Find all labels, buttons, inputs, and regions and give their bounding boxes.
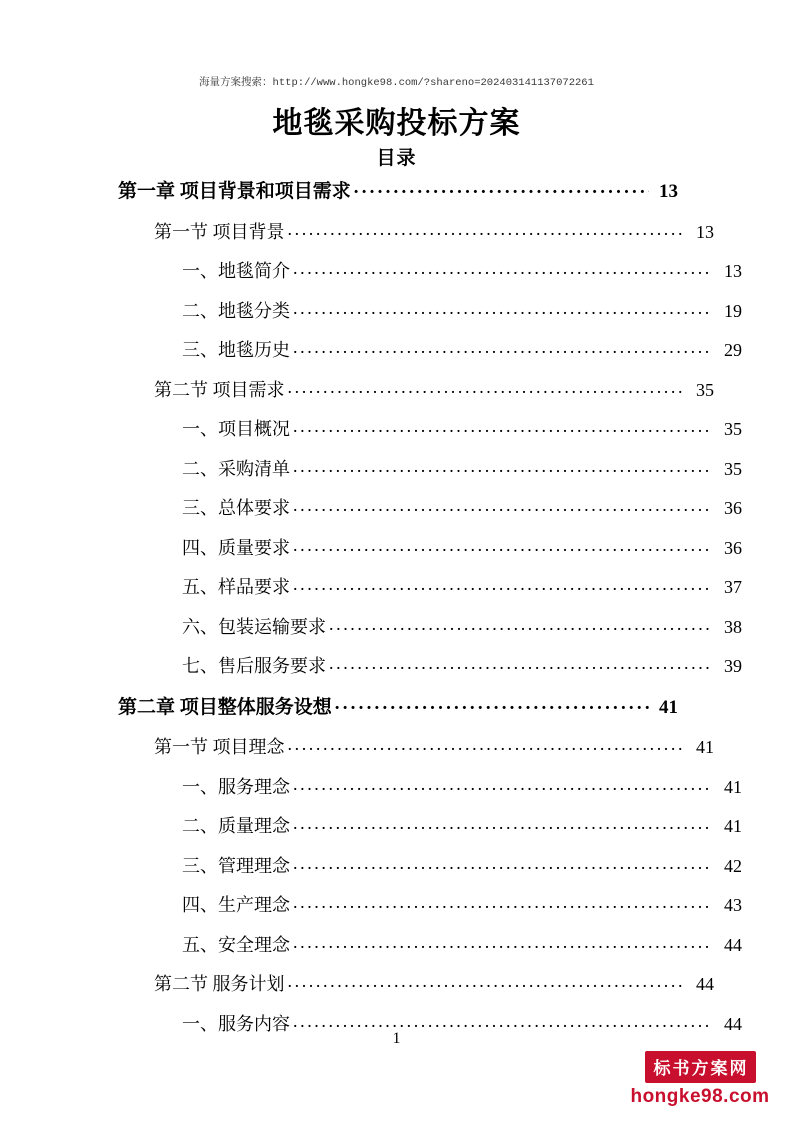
toc-entry-page: 41 — [724, 816, 742, 836]
toc-leader-dots — [288, 972, 686, 990]
table-of-contents — [118, 178, 742, 1051]
toc-leader-dots — [293, 417, 713, 435]
watermark-badge: 标书方案网 — [645, 1051, 756, 1083]
toc-entry-page: 44 — [724, 1013, 742, 1034]
toc-entry-page: 19 — [724, 300, 742, 321]
toc-entry-page: 43 — [724, 895, 742, 915]
toc-entry[interactable] — [118, 220, 714, 241]
toc-entry[interactable] — [118, 378, 714, 399]
toc-entry-label: 第二节 项目需求 — [154, 379, 285, 400]
toc-heading: 目录 — [376, 147, 417, 169]
toc-entry-page: 13 — [659, 181, 678, 202]
toc-entry-label: 二、采购清单 — [182, 458, 290, 479]
toc-entry-label: 一、服务内容 — [182, 1013, 290, 1034]
toc-entry[interactable] — [118, 457, 742, 478]
toc-leader-dots — [293, 933, 713, 951]
toc-entry[interactable] — [118, 417, 742, 438]
toc-entry-page: 35 — [724, 458, 742, 479]
toc-entry-label: 第一节 项目理念 — [154, 737, 285, 757]
toc-entry-page: 41 — [696, 737, 714, 757]
toc-entry[interactable] — [118, 854, 742, 875]
toc-entry-page: 36 — [724, 537, 742, 558]
source-note: 海量方案搜索：http://www.hongke98.com/?shareno=202403141137072261 — [199, 77, 594, 89]
toc-entry-page: 41 — [659, 696, 678, 718]
toc-leader-dots — [293, 457, 713, 475]
toc-leader-dots — [288, 378, 686, 396]
toc-entry-page: 36 — [724, 498, 742, 518]
toc-leader-dots — [293, 299, 713, 317]
toc-entry[interactable] — [118, 775, 742, 796]
toc-leader-dots — [293, 338, 713, 356]
toc-leader-dots — [288, 220, 686, 238]
toc-entry-page: 41 — [724, 776, 742, 797]
toc-leader-dots — [293, 496, 713, 514]
toc-entry-label: 四、生产理念 — [182, 895, 290, 915]
toc-entry[interactable] — [118, 933, 742, 954]
toc-entry-page: 13 — [696, 221, 714, 242]
toc-entry-page: 42 — [724, 855, 742, 876]
toc-entry-page: 44 — [724, 934, 742, 955]
toc-entry[interactable] — [118, 735, 714, 756]
toc-entry-label: 六、包装运输要求 — [182, 616, 326, 637]
toc-entry[interactable] — [118, 615, 742, 636]
toc-entry[interactable] — [118, 972, 714, 993]
toc-entry-page: 13 — [724, 261, 742, 281]
toc-entry-page: 38 — [724, 616, 742, 637]
toc-entry-label: 一、服务理念 — [182, 776, 290, 797]
toc-entry-label: 三、地毯历史 — [182, 340, 290, 360]
toc-entry-page: 35 — [724, 419, 742, 439]
toc-entry-label: 第二节 服务计划 — [154, 974, 285, 994]
toc-leader-dots — [293, 893, 713, 911]
toc-entry-label: 第一节 项目背景 — [154, 221, 285, 242]
toc-entry[interactable] — [118, 893, 742, 914]
toc-leader-dots — [293, 536, 713, 554]
toc-leader-dots — [293, 575, 713, 593]
toc-entry-page: 39 — [724, 656, 742, 676]
toc-entry-page: 35 — [696, 379, 714, 400]
page-title: 地毯采购投标方案 — [272, 106, 521, 141]
toc-entry[interactable] — [118, 536, 742, 557]
toc-entry-label: 五、样品要求 — [182, 577, 290, 597]
toc-entry-label: 七、售后服务要求 — [182, 656, 326, 676]
toc-leader-dots — [354, 178, 649, 197]
page-footer-number: 1 — [392, 1030, 401, 1047]
watermark-site: hongke98.com — [630, 1086, 770, 1107]
toc-entry-label: 一、项目概况 — [182, 419, 290, 439]
toc-leader-dots — [293, 854, 713, 872]
toc-entry[interactable] — [118, 694, 678, 717]
toc-leader-dots — [293, 814, 713, 832]
toc-entry-page: 44 — [696, 974, 714, 994]
toc-entry-label: 四、质量要求 — [182, 537, 290, 558]
toc-entry[interactable] — [118, 575, 742, 596]
toc-entry[interactable] — [118, 299, 742, 320]
toc-leader-dots — [293, 259, 713, 277]
toc-entry[interactable] — [118, 654, 742, 675]
toc-entry-label: 一、地毯简介 — [182, 261, 290, 281]
toc-leader-dots — [329, 654, 713, 672]
toc-entry-label: 第二章 项目整体服务设想 — [118, 696, 332, 718]
toc-leader-dots — [293, 775, 713, 793]
watermark — [625, 1051, 775, 1108]
toc-leader-dots — [288, 735, 686, 753]
toc-entry[interactable] — [118, 496, 742, 517]
toc-entry[interactable] — [118, 338, 742, 359]
toc-entry-label: 二、地毯分类 — [182, 300, 290, 321]
toc-leader-dots — [335, 694, 649, 713]
toc-entry-label: 三、总体要求 — [182, 498, 290, 518]
toc-entry-label: 五、安全理念 — [182, 934, 290, 955]
toc-entry-label: 第一章 项目背景和项目需求 — [118, 181, 351, 202]
toc-entry[interactable] — [118, 259, 742, 280]
toc-leader-dots — [293, 1012, 713, 1030]
toc-entry-label: 二、质量理念 — [182, 816, 290, 836]
toc-entry-label: 三、管理理念 — [182, 855, 290, 876]
toc-entry-page: 29 — [724, 340, 742, 360]
toc-entry[interactable] — [118, 178, 678, 201]
toc-entry-page: 37 — [724, 577, 742, 597]
toc-entry[interactable] — [118, 814, 742, 835]
toc-leader-dots — [329, 615, 713, 633]
